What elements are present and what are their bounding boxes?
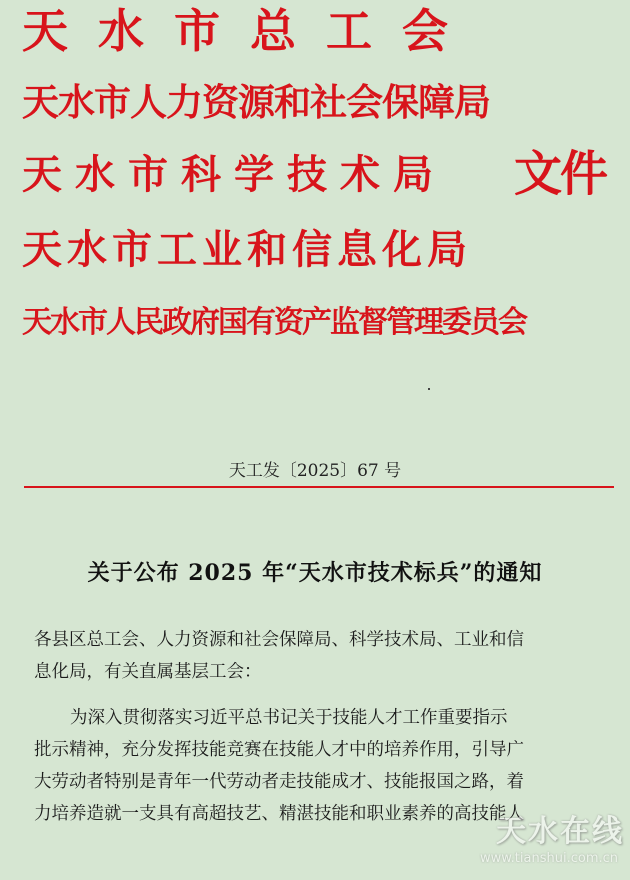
- letterhead-org-science-technology-bureau: 天水市科学技术局: [22, 152, 446, 198]
- document-title: 关于公布 2025 年“天水市技术标兵”的通知: [87, 560, 543, 586]
- letterhead-document-word: 文件: [514, 146, 607, 202]
- body-paragraph-line: 大劳动者特别是青年一代劳动者走技能成才、技能报国之路，着: [34, 772, 524, 792]
- watermark-url: www.tianshui.com.cn: [479, 851, 618, 866]
- body-paragraph-line: 力培养造就一支具有高超技艺、精湛技能和职业素养的高技能人: [34, 804, 524, 824]
- watermark-logo: 天水在线: [496, 814, 624, 849]
- body-paragraph-line: 为深入贯彻落实习近平总书记关于技能人才工作重要指示: [70, 708, 508, 728]
- document-number: 天工发〔2025〕67 号: [228, 461, 402, 481]
- recipients-line: 各县区总工会、人力资源和社会保障局、科学技术局、工业和信: [34, 630, 524, 650]
- red-divider-line: [24, 486, 614, 488]
- site-watermark: [474, 806, 624, 866]
- letterhead-org-human-resources-bureau: 天水市人力资源和社会保障局: [22, 81, 490, 124]
- recipients-line: 息化局，有关直属基层工会：: [34, 662, 262, 682]
- letterhead-org-federation-of-trade-unions: 天水市总工会: [22, 4, 478, 58]
- letterhead-org-sasac: 天水市人民政府国有资产监督管理委员会: [22, 305, 526, 340]
- letterhead-org-industry-it-bureau: 天水市工业和信息化局: [22, 227, 472, 273]
- body-paragraph-line: 批示精神，充分发挥技能竞赛在技能人才中的培养作用，引导广: [34, 740, 524, 760]
- scan-speck: [428, 388, 430, 390]
